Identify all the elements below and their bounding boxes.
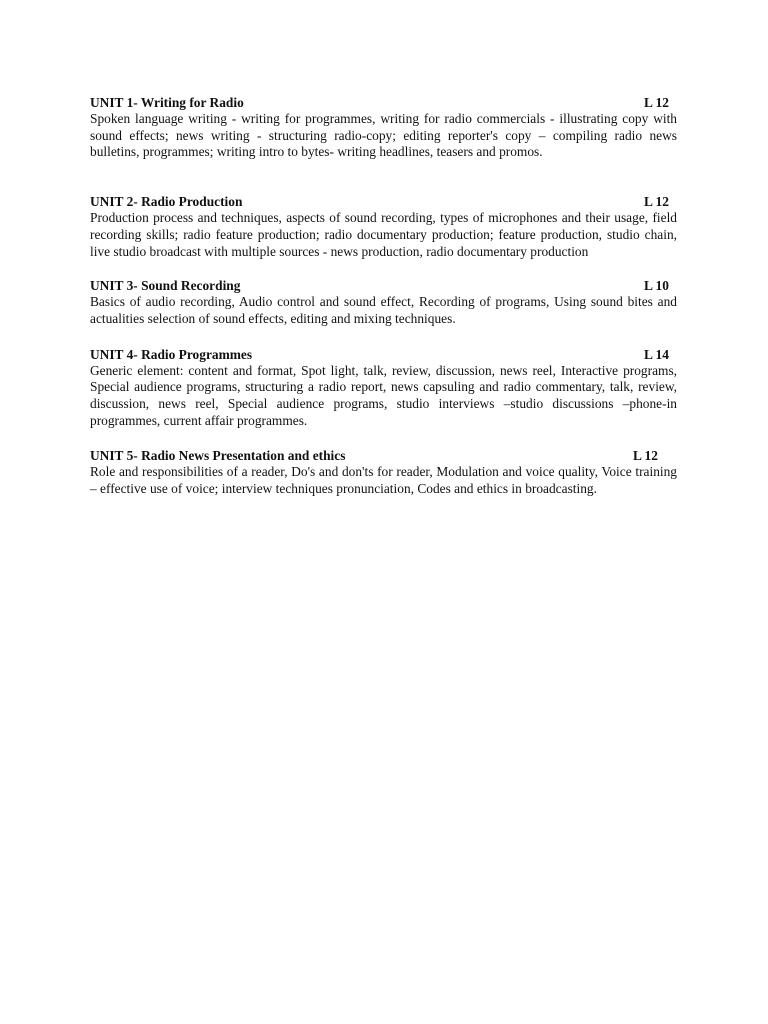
unit-4-header: [90, 346, 677, 363]
unit-1-title: UNIT 1- Writing for Radio: [90, 95, 244, 110]
unit-2-header: [90, 193, 677, 210]
unit-1-description: Spoken language writing - writing for programmes, writing for radio commercials - illustrating copy with sound effects; news writing - structuring radio-copy; editing reporter's copy – compiling radio news bulletins, programmes; writing intro to bytes- writing headlines, teasers and promos.: [90, 111, 677, 160]
unit-5-section: [90, 447, 677, 497]
unit-4-section: [90, 346, 677, 430]
unit-1-section: [90, 94, 677, 161]
unit-4-hours: L 14: [644, 346, 669, 362]
unit-3-section: [90, 277, 677, 327]
unit-2-description: Production process and techniques, aspects of sound recording, types of microphones and their usage, field recording skills; radio feature production; radio documentary production; feature production, studio chain, live studio broadcast with multiple sources - news production, radio documentary production: [90, 210, 677, 259]
unit-1-hours: L 12: [644, 95, 669, 110]
unit-5-hours: L 12: [633, 448, 658, 464]
unit-3-hours: L 10: [644, 278, 669, 294]
unit-2-section: [90, 193, 677, 260]
unit-1-header: [90, 94, 677, 111]
unit-3-header: [90, 277, 677, 294]
unit-5-header: [90, 447, 677, 464]
unit-3-title: UNIT 3- Sound Recording: [90, 278, 241, 294]
unit-5-description: Role and responsibilities of a reader, Do's and don'ts for reader, Modulation and voice quality, Voice training – effective use of voice; interview techniques pronunciation, Codes and ethics in broadcasting.: [90, 464, 677, 497]
unit-5-title: UNIT 5- Radio News Presentation and ethics: [90, 448, 346, 464]
syllabus-page: [90, 94, 677, 498]
unit-2-hours: L 12: [644, 194, 669, 210]
unit-3-description: Basics of audio recording, Audio control and sound effect, Recording of programs, Using sound bites and actualities selection of sound effects, editing and mixing techniques.: [90, 294, 677, 326]
unit-4-description: Generic element: content and format, Spot light, talk, review, discussion, news reel, Interactive programs, Special audience programs, structuring a radio report, news capsuling and radio commentary, talk, review, discussion, news reel, Special audience programs, studio interviews –studio discussions –phone-in programmes, current affair programmes.: [90, 362, 677, 428]
unit-4-title: UNIT 4- Radio Programmes: [90, 346, 253, 362]
unit-2-title: UNIT 2- Radio Production: [90, 194, 243, 210]
